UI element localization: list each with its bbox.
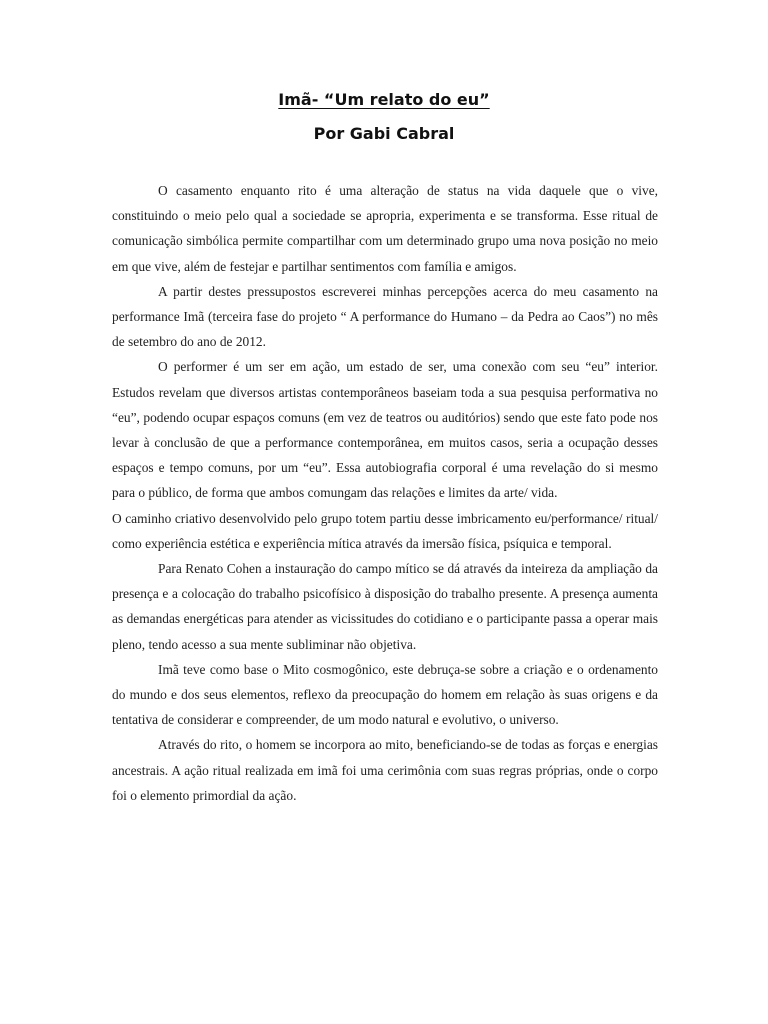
document-author: Por Gabi Cabral (313, 124, 455, 143)
paragraph-3: O performer é um ser em ação, um estado de ser, uma conexão com seu “eu” interior. Estudos revelam que diversos artistas contemporâneos baseiam toda a sua pesquisa performativa no “eu”, podendo ocupar espaços comuns (em vez de teatros ou auditórios) sendo que este fato pode nos levar à conclusão de que a performance contemporânea, em muitos casos, seria a ocupação desses espaços e tempo comuns, por um “eu”. Essa autobiografia corporal é uma revelação do si mesmo para o público, de forma que ambos comungam das relações e limites da arte/ vida. (112, 359, 658, 501)
paragraph-2: A partir destes pressupostos escreverei minhas percepções acerca do meu casamento na performance Imã (terceira fase do projeto “ A performance do Humano – da Pedra ao Caos”) no mês de setembro do ano de 2012. (112, 283, 658, 350)
paragraph-7: Através do rito, o homem se incorpora ao mito, beneficiando-se de todas as forças e energias ancestrais. A ação ritual realizada em imã foi uma cerimônia com suas regras próprias, onde o corpo foi o elemento primordial da ação. (112, 737, 658, 803)
paragraph-4: O caminho criativo desenvolvido pelo grupo totem partiu desse imbricamento eu/performance/ ritual/ como experiência estética e experiência mítica através da imersão física, psíquica e temporal. (112, 510, 658, 551)
document-title: Imã- “Um relato do eu” (278, 90, 490, 109)
paragraph-5: Para Renato Cohen a instauração do campo mítico se dá através da inteireza da ampliação da presença e a colocação do trabalho psicofísico à disposição do trabalho presente. A presença aumenta as demandas energéticas para atender as vicissitudes do cotidiano e o participante passa a operar mais pleno, tendo acesso a sua mente subliminar não objetiva. (112, 561, 658, 652)
paragraph-6: Imã teve como base o Mito cosmogônico, este debruça-se sobre a criação e o ordenamento do mundo e dos seus elementos, reflexo da preocupação do homem em relação às suas origens e da tentativa de considerar e compreender, de um modo natural e evolutivo, o universo. (112, 661, 658, 728)
document-body (112, 178, 658, 808)
paragraph-1: O casamento enquanto rito é uma alteração de status na vida daquele que o vive, constituindo o meio pelo qual a sociedade se apropria, experimenta e se transforma. Esse ritual de comunicação simbólica permite compartilhar com um determinado grupo uma nova posição no meio em que vive, além de festejar e partilhar sentimentos com família e amigos. (112, 183, 658, 274)
